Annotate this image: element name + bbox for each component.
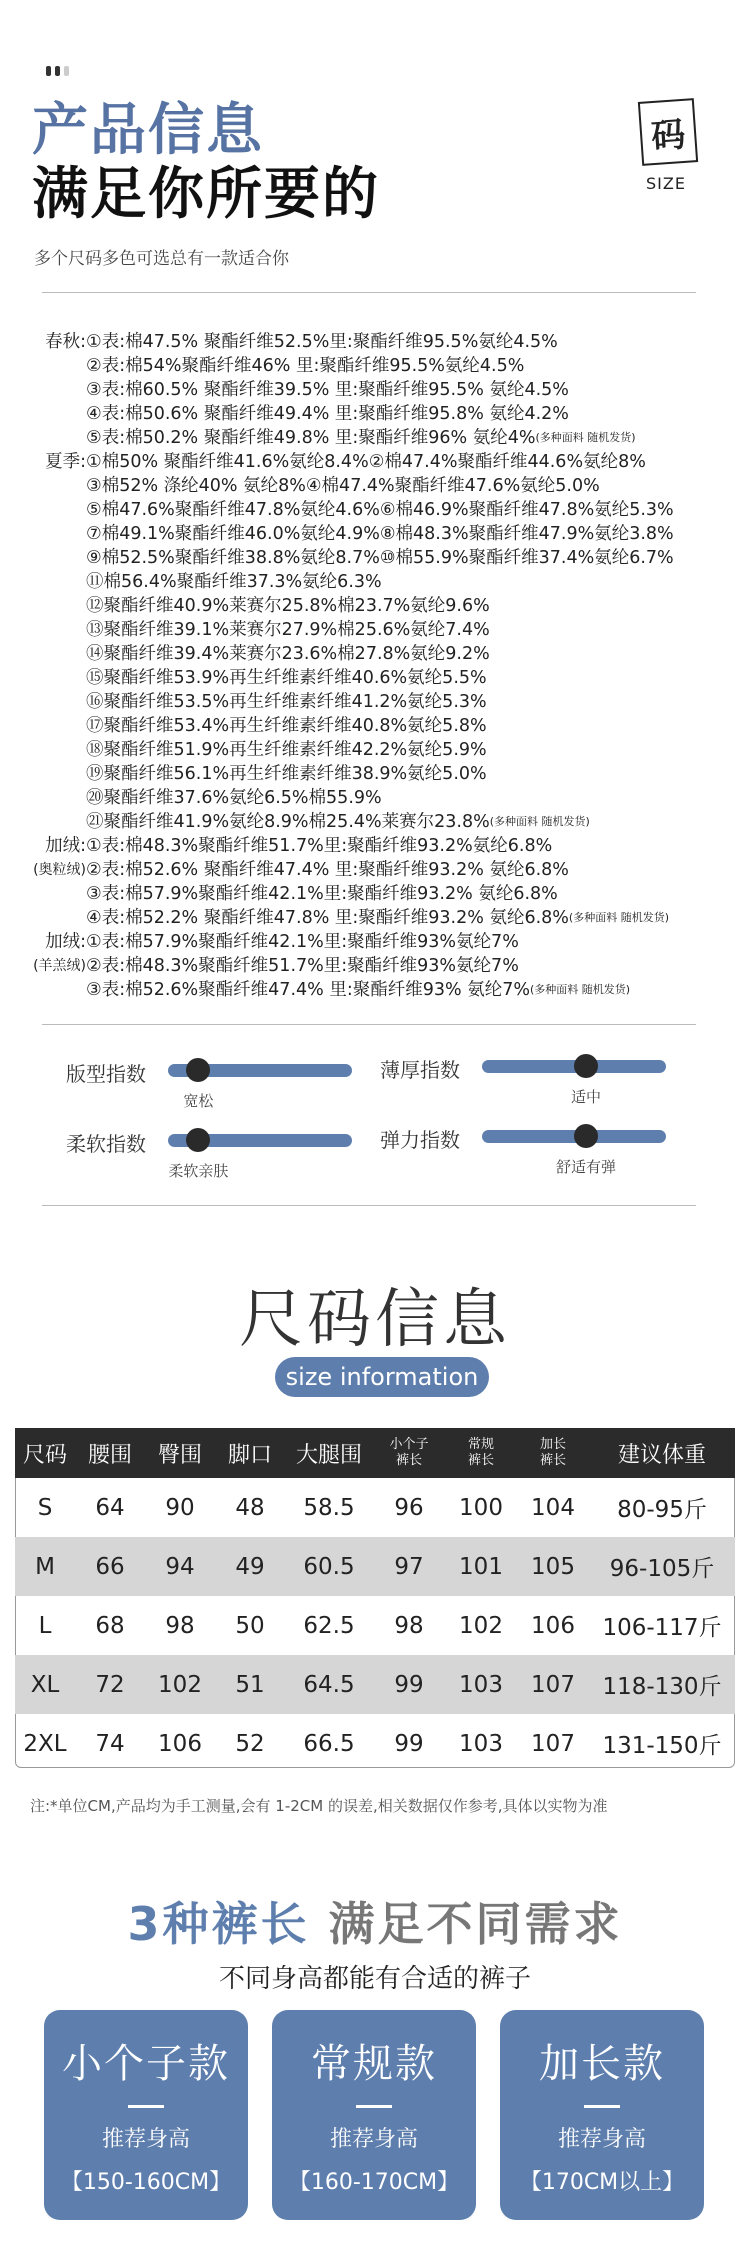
fabric-text: ⑦棉49.1%聚酯纤维46.0%氨纶4.9%⑧棉48.3%聚酯纤维47.9%氨纶3.8%	[86, 524, 674, 544]
card-height: 【150-160CM】	[60, 2170, 232, 2195]
fabric-line	[22, 498, 742, 522]
index-knob	[574, 1054, 598, 1078]
fabric-text: ③表:棉60.5% 聚酯纤维39.5% 里:聚酯纤维95.5% 氨纶4.5%	[86, 380, 569, 400]
fabric-text: ⑪棉56.4%聚酯纤维37.3%氨纶6.3%	[86, 572, 382, 592]
card-height: 【160-170CM】	[288, 2170, 460, 2195]
size-table-cell: M	[15, 1537, 75, 1596]
size-table-row	[15, 1596, 735, 1655]
fabric-season-label	[22, 426, 86, 450]
fabric-season-label: (奥粒绒)	[33, 862, 86, 878]
size-table-cell: 90	[165, 1494, 195, 1521]
fabric-text: ⑭聚酯纤维39.4%莱赛尔23.6%棉27.8%氨纶9.2%	[86, 644, 490, 664]
fabric-text: ④表:棉50.6% 聚酯纤维49.4% 里:聚酯纤维95.8% 氨纶4.2%	[86, 404, 569, 424]
fabric-line	[22, 690, 742, 714]
index-knob	[186, 1128, 210, 1152]
divider	[42, 292, 696, 293]
fabric-text: ⑰聚酯纤维53.4%再生纤维素纤维40.8%氨纶5.8%	[86, 716, 487, 736]
fabric-season-label	[22, 666, 86, 690]
fabric-season-label	[22, 354, 86, 378]
index-label: 版型指数	[66, 1062, 146, 1086]
size-icon: 码	[638, 98, 698, 166]
fabric-line	[22, 930, 742, 954]
fabric-season-label	[22, 546, 86, 570]
size-table-cell: 66	[75, 1537, 145, 1596]
fabric-line	[22, 858, 742, 882]
fabric-line	[22, 570, 742, 594]
fabric-text: ③棉52% 涤纶40% 氨纶8%④棉47.4%聚酯纤维47.6%氨纶5.0%	[86, 476, 600, 496]
card-divider	[584, 2105, 620, 2108]
size-table-header: 腰围	[75, 1428, 145, 1478]
fabric-line	[22, 378, 742, 402]
fabric-line	[22, 978, 742, 1002]
index-knob	[574, 1124, 598, 1148]
size-table-cell: 106	[531, 1612, 575, 1639]
size-note: 注:*单位CM,产品均为手工测量,会有 1-2CM 的误差,相关数据仅作参考,具体以实物为准	[30, 1797, 608, 1815]
fabric-line	[22, 618, 742, 642]
size-table-cell: 97	[373, 1537, 445, 1596]
size-table-cell: 98	[394, 1612, 424, 1639]
card-divider	[356, 2105, 392, 2108]
size-table-row	[15, 1655, 735, 1714]
fabric-text: ④表:棉52.2% 聚酯纤维47.8% 里:聚酯纤维93.2% 氨纶6.8%	[86, 908, 569, 928]
fabric-note: (多种面料 随机发货)	[535, 431, 636, 444]
fabric-line	[22, 450, 742, 474]
size-table-header: 建议体重	[589, 1428, 735, 1478]
size-table-cell: 107	[517, 1655, 589, 1714]
size-table-cell: 58.5	[303, 1494, 355, 1521]
index-caption: 宽松	[183, 1092, 214, 1110]
length-title-blue: 3种裤长	[127, 1897, 310, 1951]
index-caption: 柔软亲肤	[168, 1162, 229, 1180]
size-table-cell: 64	[95, 1494, 125, 1521]
fabric-season-label	[22, 906, 86, 930]
size-table-cell: 62.5	[303, 1612, 355, 1639]
size-table-cell: 105	[517, 1537, 589, 1596]
size-table-row	[15, 1478, 735, 1537]
fabric-text: ⑤棉47.6%聚酯纤维47.8%氨纶4.6%⑥棉46.9%聚酯纤维47.8%氨纶5.3%	[86, 500, 674, 520]
fabric-text: ⑨棉52.5%聚酯纤维38.8%氨纶8.7%⑩棉55.9%聚酯纤维37.4%氨纶6.7%	[86, 548, 674, 568]
size-table-cell: 99	[373, 1655, 445, 1714]
fabric-season-label: 加绒:	[45, 932, 86, 952]
fabric-line	[22, 402, 742, 426]
fabric-season-label	[22, 690, 86, 714]
fabric-text: ⑱聚酯纤维51.9%再生纤维素纤维42.2%氨纶5.9%	[86, 740, 487, 760]
size-table-header: 尺码	[15, 1428, 75, 1478]
fabric-line	[22, 666, 742, 690]
size-table-cell: L	[38, 1612, 52, 1639]
fabric-line	[22, 882, 742, 906]
fabric-season-label	[22, 498, 86, 522]
fabric-text: ③表:棉57.9%聚酯纤维42.1%里:聚酯纤维93.2% 氨纶6.8%	[86, 884, 558, 904]
fabric-note: (多种面料 随机发货)	[529, 983, 631, 996]
fabric-season-label	[22, 594, 86, 618]
fabric-season-label	[22, 618, 86, 642]
size-title: 尺码信息	[239, 1283, 511, 1357]
decor-dots	[46, 66, 69, 76]
index-caption: 舒适有弹	[555, 1158, 616, 1176]
size-table-cell: 50	[235, 1612, 265, 1639]
fabric-text: ⑲聚酯纤维56.1%再生纤维素纤维38.9%氨纶5.0%	[86, 764, 487, 784]
card-title: 常规款	[311, 2041, 437, 2087]
card-rec: 推荐身高	[101, 2127, 190, 2152]
size-table-cell: 52	[235, 1730, 265, 1757]
fabric-line	[22, 786, 742, 810]
size-table-header: 臀围	[145, 1428, 215, 1478]
fabric-text: ②表:棉54%聚酯纤维46% 里:聚酯纤维95.5%氨纶4.5%	[86, 356, 525, 376]
fabric-season-label: 加绒:	[45, 836, 86, 856]
size-table-cell: S	[37, 1494, 53, 1521]
card-title: 小个子款	[62, 2041, 230, 2087]
length-title	[0, 1888, 750, 1954]
fabric-line	[22, 762, 742, 786]
size-table-cell: 103	[445, 1655, 517, 1714]
fabric-line	[22, 810, 742, 834]
fabric-season-label	[22, 978, 86, 1002]
size-table-header: 小个子 裤长	[373, 1428, 445, 1478]
fabric-season-label	[22, 714, 86, 738]
size-table-header: 常规 裤长	[445, 1428, 517, 1478]
fabric-text: ②表:棉48.3%聚酯纤维51.7%里:聚酯纤维93%氨纶7%	[86, 956, 519, 976]
size-table-cell: 72	[75, 1655, 145, 1714]
divider	[42, 1024, 696, 1025]
size-table-cell: 107	[531, 1730, 575, 1757]
size-table-cell: 96-105斤	[589, 1537, 735, 1596]
size-info-pill: size information	[275, 1357, 489, 1397]
fabric-note: (多种面料 随机发货)	[568, 911, 670, 924]
fabric-line	[22, 474, 742, 498]
fabric-text: ⑫聚酯纤维40.9%莱赛尔25.8%棉23.7%氨纶9.6%	[86, 596, 490, 616]
card-height: 【170CM以上】	[519, 2170, 685, 2195]
size-table-cell: 100	[459, 1494, 503, 1521]
page-title: 产品信息	[32, 98, 264, 163]
size-table-cell: 101	[445, 1537, 517, 1596]
index-caption: 适中	[570, 1088, 601, 1106]
size-table-row	[15, 1537, 735, 1596]
card-title: 加长款	[539, 2041, 665, 2087]
size-table-cell: 49	[215, 1537, 285, 1596]
size-table-cell: 64.5	[285, 1655, 373, 1714]
fabric-note: (多种面料 随机发货)	[489, 815, 590, 828]
fabric-season-label	[22, 810, 86, 834]
size-table-cell: 102	[459, 1612, 503, 1639]
length-subtitle: 不同身高都能有合适的裤子	[218, 1964, 531, 1994]
fabric-line	[22, 954, 742, 978]
fabric-text: ⑬聚酯纤维39.1%莱赛尔27.9%棉25.6%氨纶7.4%	[86, 620, 490, 640]
size-table-cell: 98	[165, 1612, 195, 1639]
card-divider	[128, 2105, 164, 2108]
size-table-cell: 104	[531, 1494, 575, 1521]
size-table-cell: 102	[145, 1655, 215, 1714]
fabric-text: ⑯聚酯纤维53.5%再生纤维素纤维41.2%氨纶5.3%	[86, 692, 487, 712]
fabric-line	[22, 594, 742, 618]
fabric-season-label	[22, 762, 86, 786]
size-table-cell: 131-150斤	[602, 1733, 722, 1759]
card-rec: 推荐身高	[557, 2127, 646, 2152]
size-table-header: 脚口	[215, 1428, 285, 1478]
size-table-cell: 51	[215, 1655, 285, 1714]
fabric-season-label	[22, 738, 86, 762]
size-table-cell: 99	[394, 1730, 424, 1757]
size-table	[15, 1428, 735, 1773]
size-table-cell: 74	[95, 1730, 125, 1757]
fabric-season-label: (羊羔绒)	[33, 958, 86, 974]
size-table-header: 加长 裤长	[517, 1428, 589, 1478]
fabric-line	[22, 738, 742, 762]
fabric-text: ①表:棉57.9%聚酯纤维42.1%里:聚酯纤维93%氨纶7%	[86, 932, 519, 952]
fabric-text: ①棉50% 聚酯纤维41.6%氨纶8.4%②棉47.4%聚酯纤维44.6%氨纶8%	[86, 452, 646, 472]
fabric-composition-list	[22, 330, 742, 1002]
length-card-petite	[44, 2010, 248, 2220]
size-table-cell: 103	[459, 1730, 503, 1757]
length-title-grey: 满足不同需求	[328, 1897, 623, 1951]
length-card-long	[500, 2010, 704, 2220]
fabric-text: ⑤表:棉50.2% 聚酯纤维49.8% 里:聚酯纤维96% 氨纶4%	[86, 428, 536, 448]
fabric-line	[22, 522, 742, 546]
size-table-cell: 94	[145, 1537, 215, 1596]
size-table-cell: 106-117斤	[602, 1615, 722, 1641]
size-table-cell: 48	[235, 1494, 265, 1521]
fabric-text: ⑮聚酯纤维53.9%再生纤维素纤维40.6%氨纶5.5%	[86, 668, 487, 688]
index-label: 薄厚指数	[380, 1058, 460, 1082]
fabric-season-label: 春秋:	[45, 332, 86, 352]
size-table-row	[15, 1714, 735, 1773]
size-table-cell: 118-130斤	[589, 1655, 735, 1714]
size-table-cell: 96	[394, 1494, 424, 1521]
index-knob	[186, 1058, 210, 1082]
card-rec: 推荐身高	[329, 2127, 418, 2152]
fabric-text: ㉑聚酯纤维41.9%氨纶8.9%棉25.4%莱赛尔23.8%	[86, 812, 490, 832]
fabric-line	[22, 906, 742, 930]
size-table-cell: 66.5	[303, 1730, 355, 1757]
fabric-season-label	[22, 786, 86, 810]
fabric-line	[22, 354, 742, 378]
fabric-line	[22, 834, 742, 858]
size-table-cell: 68	[95, 1612, 125, 1639]
page-title-sub: 满足你所要的	[32, 162, 380, 227]
fabric-text: ①表:棉48.3%聚酯纤维51.7%里:聚酯纤维93.2%氨纶6.8%	[86, 836, 553, 856]
fabric-line	[22, 642, 742, 666]
length-card-regular	[272, 2010, 476, 2220]
size-table-cell: 80-95斤	[617, 1497, 707, 1523]
fabric-line	[22, 330, 742, 354]
fabric-text: ③表:棉52.6%聚酯纤维47.4% 里:聚酯纤维93% 氨纶7%	[86, 980, 530, 1000]
fabric-text: ⑳聚酯纤维37.6%氨纶6.5%棉55.9%	[86, 788, 382, 808]
fabric-line	[22, 714, 742, 738]
size-table-cell: 106	[158, 1730, 202, 1757]
fabric-season-label	[22, 402, 86, 426]
size-label: SIZE	[646, 174, 686, 193]
fabric-text: ②表:棉52.6% 聚酯纤维47.4% 里:聚酯纤维93.2% 氨纶6.8%	[86, 860, 569, 880]
page-subtitle: 多个尺码多色可选总有一款适合你	[34, 249, 289, 269]
fabric-season-label	[22, 522, 86, 546]
size-table-cell: 60.5	[285, 1537, 373, 1596]
fabric-season-label	[22, 642, 86, 666]
size-table-cell: 2XL	[23, 1730, 67, 1757]
size-table-cell: XL	[15, 1655, 75, 1714]
size-table-header: 大腿围	[285, 1428, 373, 1478]
fabric-season-label	[22, 570, 86, 594]
divider	[42, 1205, 696, 1206]
fabric-season-label	[22, 378, 86, 402]
fabric-season-label: 夏季:	[45, 452, 86, 472]
fabric-season-label	[22, 474, 86, 498]
index-label: 柔软指数	[66, 1132, 146, 1156]
fabric-text: ①表:棉47.5% 聚酯纤维52.5%里:聚酯纤维95.5%氨纶4.5%	[86, 332, 558, 352]
fabric-season-label	[22, 882, 86, 906]
index-label: 弹力指数	[380, 1128, 460, 1152]
fabric-line	[22, 546, 742, 570]
fabric-line	[22, 426, 742, 450]
